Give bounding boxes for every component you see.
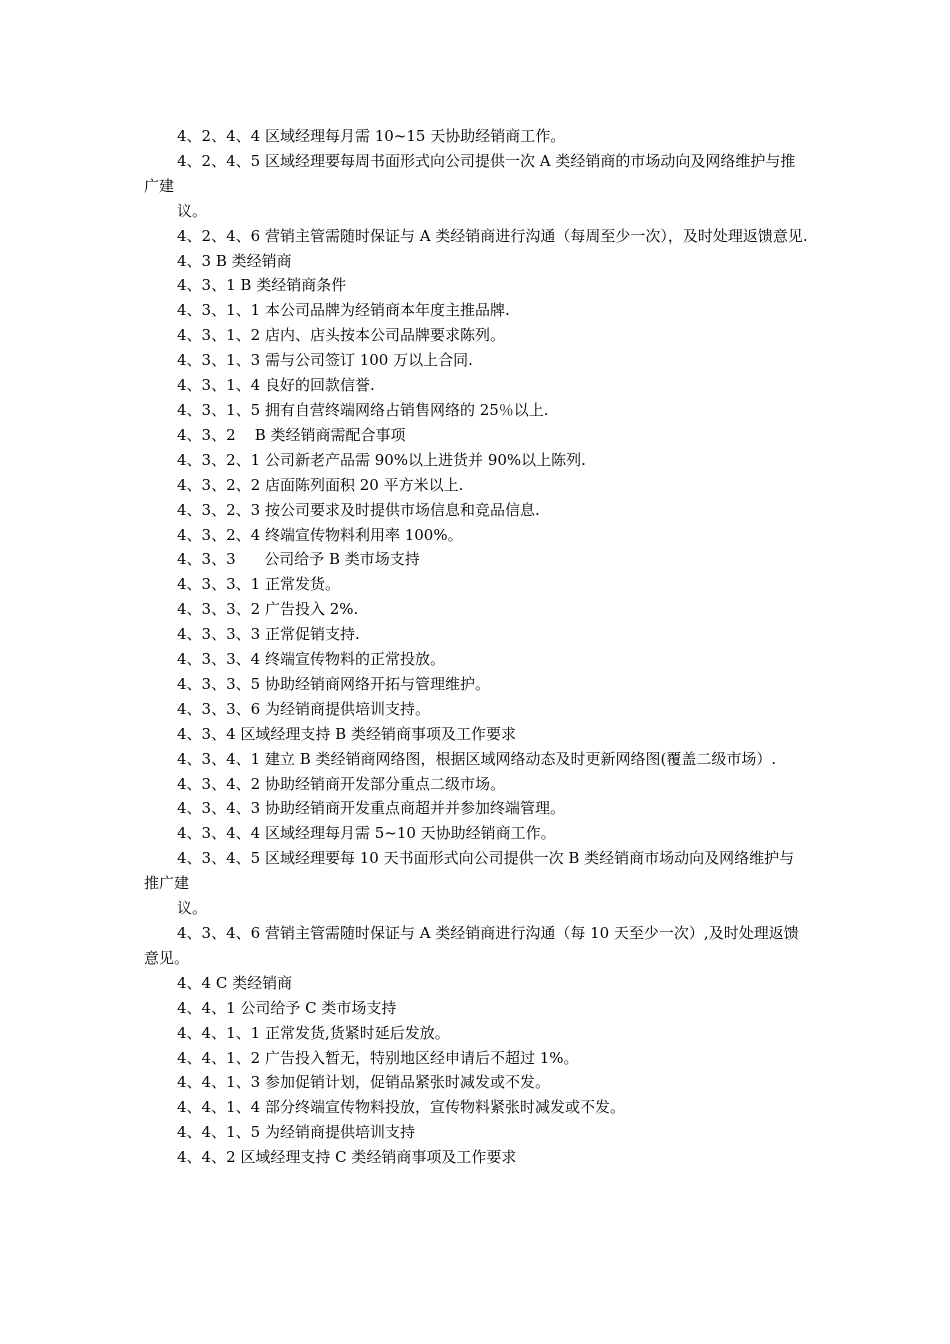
paragraph: 4、4、2 区域经理支持 C 类经销商事项及工作要求 bbox=[177, 1148, 517, 1167]
paragraph: 4、3、2、2 店面陈列面积 20 平方米以上. bbox=[177, 475, 464, 494]
paragraph: 4、3、2、4 终端宣传物料利用率 100%。 bbox=[177, 525, 463, 544]
paragraph: 4、3、3、3 正常促销支持. bbox=[177, 625, 360, 644]
paragraph: 4、3、2 B 类经销商需配合事项 bbox=[177, 425, 406, 444]
paragraph: 4、4、1 公司给予 C 类市场支持 bbox=[177, 998, 397, 1017]
paragraph: 4、3、3、5 协助经销商网络开拓与管理维护。 bbox=[177, 674, 490, 693]
paragraph: 4、3、1 B 类经销商条件 bbox=[177, 276, 347, 295]
paragraph: 4、2、4、5 区域经理要每周书面形式向公司提供一次 A 类经销商的市场动向及网络维护与推广建 bbox=[144, 151, 796, 195]
paragraph: 4、3 B 类经销商 bbox=[177, 251, 292, 270]
paragraph: 4、3、3、4 终端宣传物料的正常投放。 bbox=[177, 650, 445, 669]
paragraph: 4、3、2、3 按公司要求及时提供市场信息和竞品信息. bbox=[177, 500, 540, 519]
document-body bbox=[144, 124, 808, 1170]
paragraph: 4、3、4 区域经理支持 B 类经销商事项及工作要求 bbox=[177, 724, 516, 743]
paragraph: 4、3、1、4 良好的回款信誉. bbox=[177, 376, 375, 395]
paragraph: 4、3、4、1 建立 B 类经销商网络图，根据区域网络动态及时更新网络图(覆盖二级市场）. bbox=[177, 749, 777, 768]
paragraph-continuation: 议。 bbox=[177, 201, 208, 220]
paragraph: 4、3、1、2 店内、店头按本公司品牌要求陈列。 bbox=[177, 326, 505, 345]
paragraph-continuation: 议。 bbox=[177, 899, 208, 918]
paragraph: 4、3、1、5 拥有自营终端网络占销售网络的 25％以上. bbox=[177, 400, 549, 419]
paragraph: 4、4、1、4 部分终端宣传物料投放，宣传物料紧张时减发或不发。 bbox=[177, 1098, 625, 1117]
paragraph: 4、2、4、6 营销主管需随时保证与 A 类经销商进行沟通（每周至少一次），及时处理返馈意见. bbox=[177, 226, 808, 245]
paragraph: 4、4、1、3 参加促销计划，促销品紧张时减发或不发。 bbox=[177, 1073, 550, 1092]
paragraph: 4、3、4、3 协助经销商开发重点商超并并参加终端管理。 bbox=[177, 799, 565, 818]
paragraph: 4、4、1、2 广告投入暂无，特别地区经申请后不超过 1%。 bbox=[177, 1048, 579, 1067]
paragraph: 4、3、4、2 协助经销商开发部分重点二级市场。 bbox=[177, 774, 505, 793]
paragraph: 4、4、1、1 正常发货,货紧时延后发放。 bbox=[177, 1023, 450, 1042]
paragraph: 4、3、4、5 区域经理要每 10 天书面形式向公司提供一次 B 类经销商市场动向及网络维护与推广建 bbox=[144, 849, 795, 893]
paragraph: 4、3、2、1 公司新老产品需 90%以上进货并 90%以上陈列. bbox=[177, 450, 586, 469]
paragraph: 4、3、1、1 本公司品牌为经销商本年度主推品牌. bbox=[177, 301, 510, 320]
paragraph: 4、3、3、1 正常发货。 bbox=[177, 575, 340, 594]
paragraph: 4、3、4、4 区域经理每月需 5~10 天协助经销商工作。 bbox=[177, 824, 556, 843]
paragraph: 4、3、3、6 为经销商提供培训支持。 bbox=[177, 699, 430, 718]
paragraph: 4、3、3 公司给予 B 类市场支持 bbox=[177, 550, 420, 569]
paragraph: 4、4、1、5 为经销商提供培训支持 bbox=[177, 1123, 415, 1142]
paragraph: 4、3、1、3 需与公司签订 100 万以上合同. bbox=[177, 351, 473, 370]
paragraph: 4、2、4、4 区域经理每月需 10~15 天协助经销商工作。 bbox=[177, 127, 566, 145]
paragraph: 4、3、4、6 营销主管需随时保证与 A 类经销商进行沟通（每 10 天至少一次）,及时处理返馈意见。 bbox=[144, 924, 799, 967]
paragraph: 4、4 C 类经销商 bbox=[177, 973, 293, 992]
paragraph: 4、3、3、2 广告投入 2%. bbox=[177, 600, 359, 619]
